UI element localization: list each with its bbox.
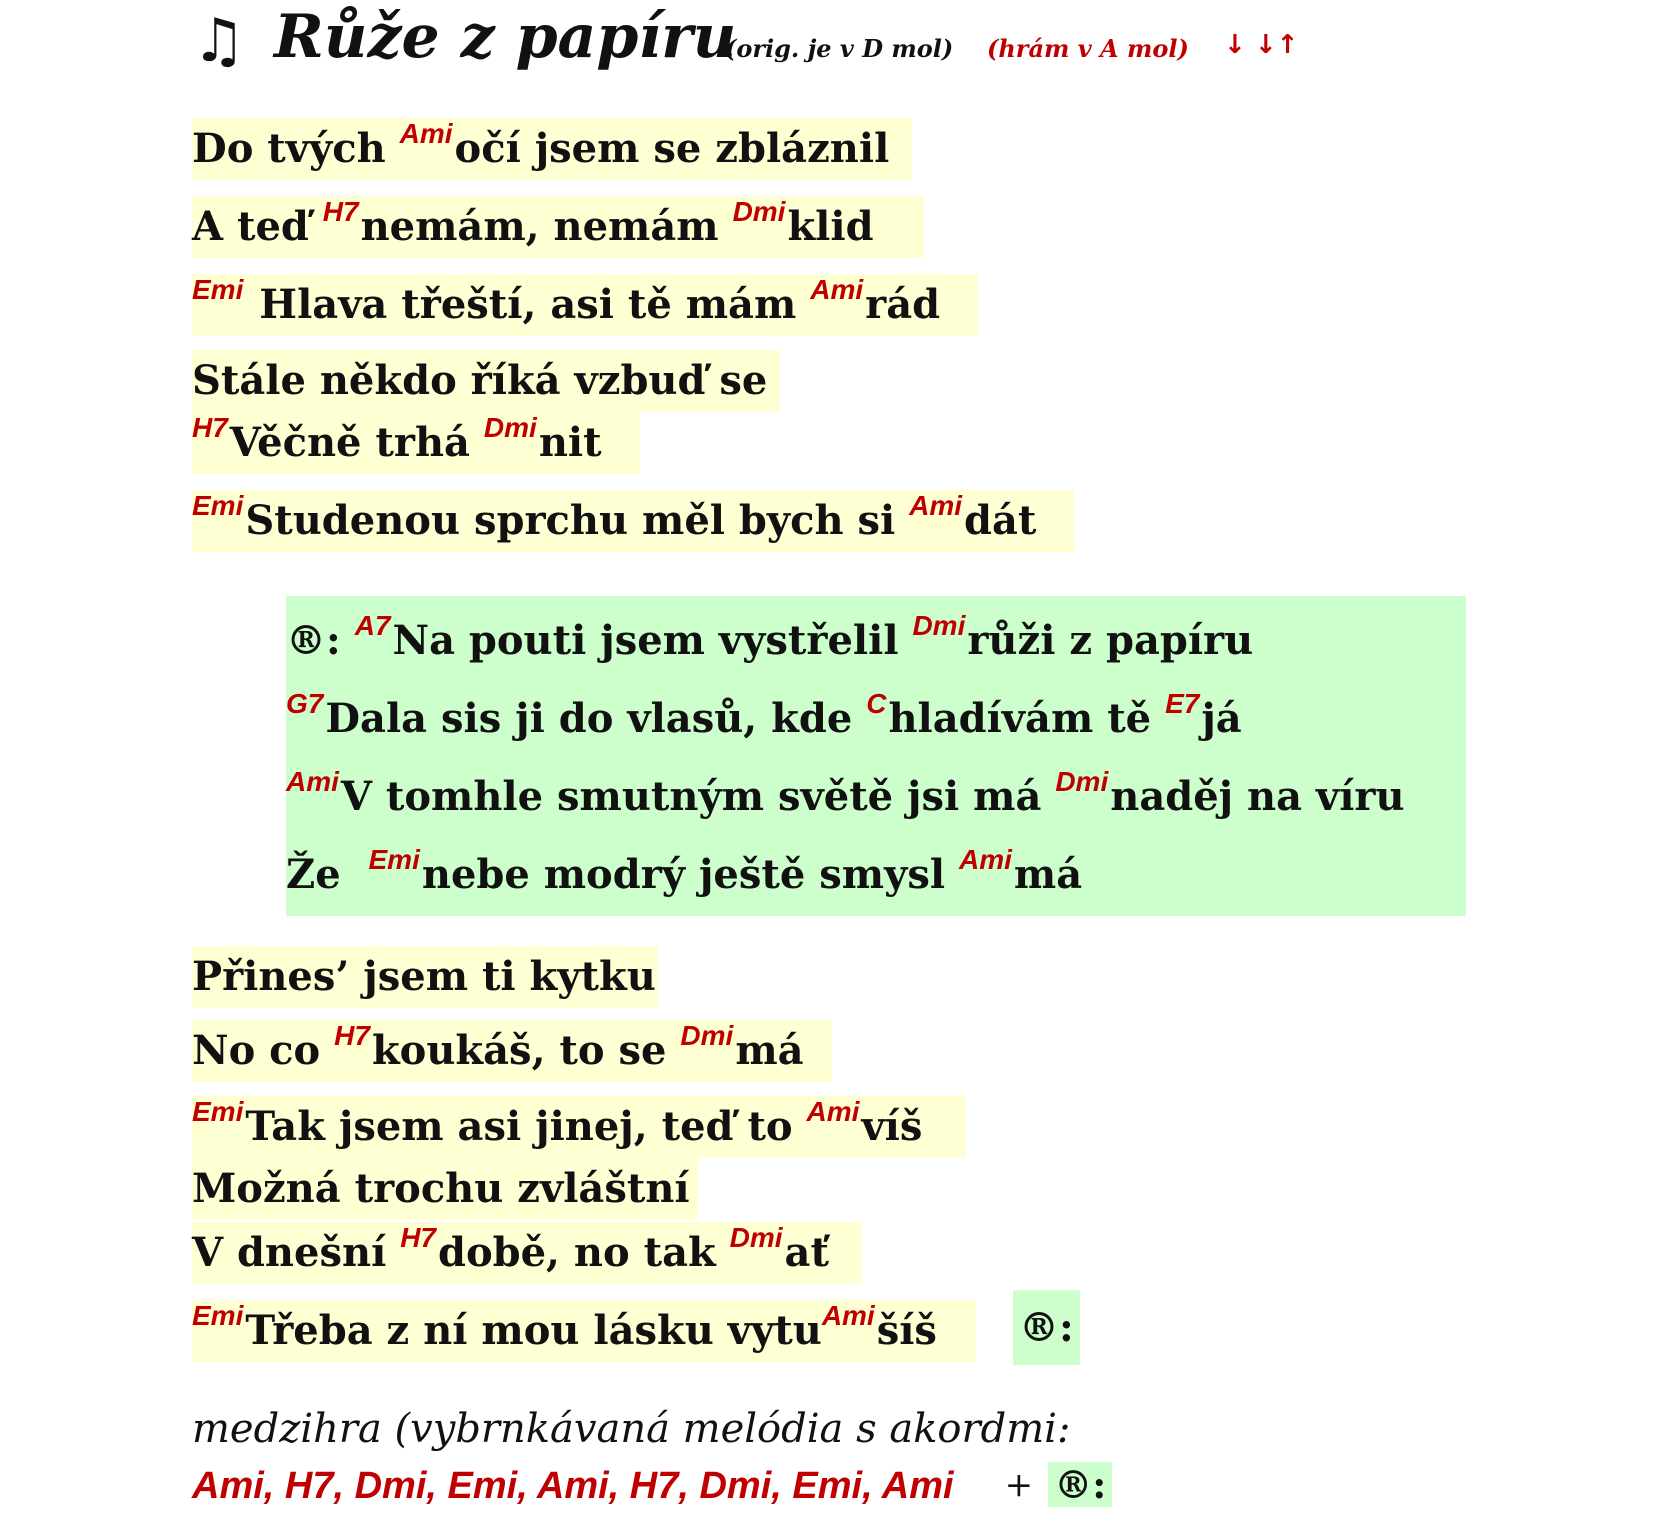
lyric-text: No co — [192, 1027, 335, 1074]
original-key-note: (orig. je v D mol) — [725, 34, 954, 63]
lyric-text: době, no tak — [437, 1229, 730, 1276]
music-note-icon: ♫ — [192, 6, 246, 76]
lyric-text: růži z papíru — [967, 617, 1254, 664]
lyric-text: Hlava třeští, asi tě mám — [245, 281, 811, 328]
chorus-line — [286, 844, 1082, 906]
lyric-text: hladívám tě — [888, 695, 1166, 742]
lyric-text: Na pouti jsem vystřelil — [392, 617, 913, 664]
lyric-text: Věčně trhá — [229, 419, 484, 466]
chord-label: Dmi — [729, 1222, 783, 1253]
chord-label: H7 — [192, 412, 228, 443]
lyric-text: šíš — [876, 1307, 937, 1354]
verse1-line — [192, 118, 889, 180]
lyric-text: má — [1013, 851, 1083, 898]
lyric-text: Přines’ jsem ti kytku — [192, 953, 656, 1000]
interlude-chord-list: Ami, H7, Dmi, Emi, Ami, H7, Dmi, Emi, Ami — [192, 1465, 954, 1507]
chord-label: Dmi — [680, 1020, 734, 1051]
chord-label: E7 — [1165, 688, 1200, 719]
chord-label: Ami — [909, 490, 963, 521]
song-title: Růže z papíru — [274, 2, 737, 72]
chord-label: Dmi — [912, 610, 966, 641]
chorus-line — [286, 610, 1253, 672]
verse2-line — [192, 1300, 937, 1362]
lyric-text: očí jsem se zbláznil — [454, 125, 890, 172]
chord-label: H7 — [322, 196, 359, 227]
verse1-line — [192, 490, 1036, 552]
verse1-line — [192, 274, 940, 336]
lyric-text: V dnešní — [192, 1229, 401, 1276]
lyric-text: nebe modrý ještě smysl — [421, 851, 959, 898]
chord-label: Dmi — [732, 196, 786, 227]
lyric-text: Možná trochu zvláštní — [192, 1165, 690, 1212]
lyric-text: ať — [784, 1229, 829, 1276]
chord-label: C — [866, 688, 887, 719]
lyric-text: víš — [861, 1103, 923, 1150]
lyric-text: V tomhle smutným světě jsi má — [340, 773, 1056, 820]
chord-label: Ami — [399, 118, 453, 149]
chorus-line — [286, 766, 1405, 828]
chord-label: H7 — [334, 1020, 370, 1051]
verse2-line — [192, 1158, 690, 1220]
chord-label: H7 — [400, 1222, 436, 1253]
lyric-text: Do tvých — [192, 125, 400, 172]
interlude-chords-row — [192, 1462, 1112, 1508]
lyric-text: A teď — [192, 203, 323, 250]
chord-label: Ami — [958, 844, 1012, 875]
verse1-line — [192, 412, 602, 474]
chord-label: A7 — [354, 610, 391, 641]
lyric-text: Studenou sprchu měl bych si — [245, 497, 910, 544]
interlude-refrain-mark: ®: — [1048, 1462, 1112, 1507]
chord-label: G7 — [286, 688, 324, 719]
lyric-text: Že — [286, 851, 369, 898]
lyric-text: naděj na víru — [1110, 773, 1405, 820]
refrain-mark: ®: — [1013, 1290, 1080, 1365]
lyric-text: ®: — [286, 617, 355, 664]
lyric-text: Dala sis ji do vlasů, kde — [325, 695, 867, 742]
lyric-text: nemám, nemám — [360, 203, 733, 250]
played-key-note: (hrám v A mol) — [987, 34, 1189, 63]
chord-label: Emi — [192, 274, 244, 305]
chord-label: Dmi — [483, 412, 537, 443]
lyric-text: rád — [865, 281, 941, 328]
lyric-text: dát — [964, 497, 1037, 544]
chorus-line — [286, 688, 1242, 750]
lyric-text: já — [1201, 695, 1242, 742]
chord-label: Ami — [810, 274, 864, 305]
interlude-text: medzihra (vybrnkávaná melódia s akordmi: — [192, 1406, 1071, 1452]
chord-label: Emi — [192, 1300, 244, 1331]
chord-label: Dmi — [1055, 766, 1109, 797]
chord-label: Emi — [368, 844, 420, 875]
chord-label: Ami — [806, 1096, 860, 1127]
lyric-text: Tak jsem asi jinej, teď to — [245, 1103, 807, 1150]
lyric-text: Třeba z ní mou lásku vytu — [245, 1307, 822, 1354]
chord-label: Emi — [192, 490, 244, 521]
lyric-text: koukáš, to se — [371, 1027, 681, 1074]
verse2-line — [192, 946, 656, 1008]
verse1-line — [192, 196, 874, 258]
chord-label: Ami — [821, 1300, 875, 1331]
lyric-text: Stále někdo říká vzbuď se — [192, 357, 768, 404]
verse2-line — [192, 1222, 829, 1284]
lyric-text: nit — [538, 419, 602, 466]
verse2-line — [192, 1096, 922, 1158]
chord-label: Ami — [286, 766, 339, 797]
verse2-line — [192, 1020, 804, 1082]
verse1-line — [192, 350, 767, 412]
plus-sign: + — [1004, 1465, 1034, 1505]
verse-2-refrain-mark-box — [1013, 1290, 1080, 1365]
chord-label: Emi — [192, 1096, 244, 1127]
lyric-text: má — [735, 1027, 804, 1074]
lyric-text: klid — [787, 203, 874, 250]
transpose-arrows-icon: ↓ ↓↑ — [1224, 30, 1299, 60]
